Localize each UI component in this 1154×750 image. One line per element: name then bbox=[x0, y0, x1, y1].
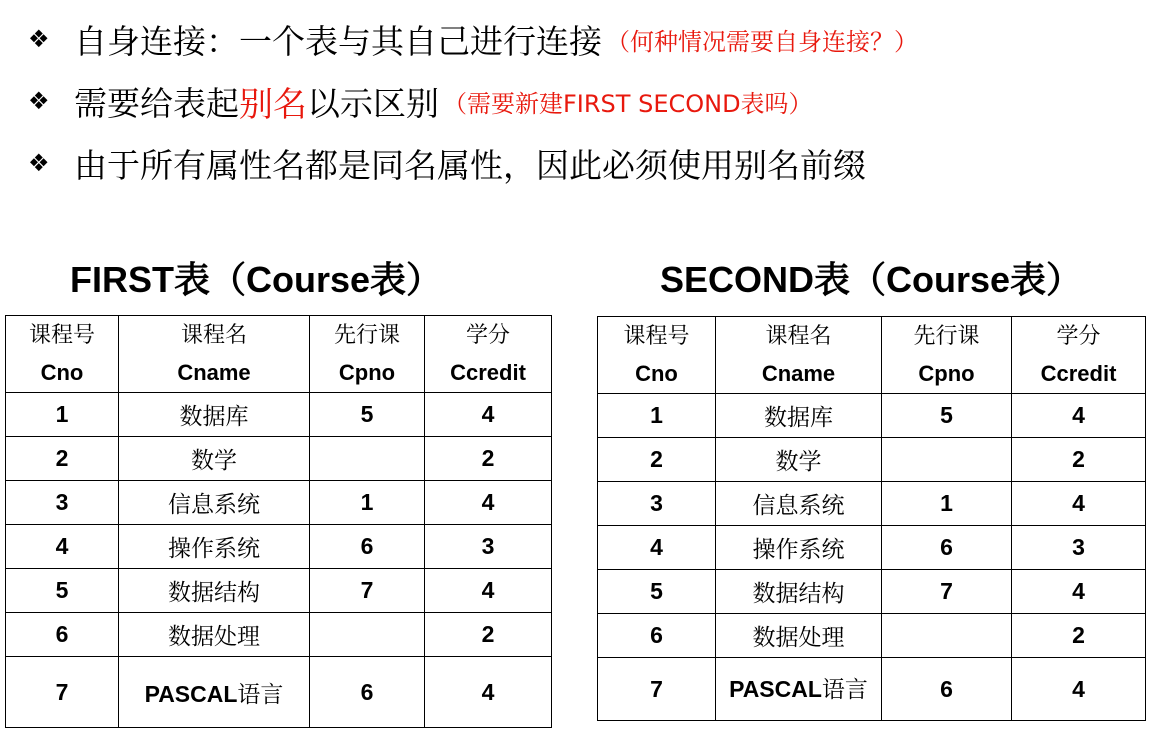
cell-cname bbox=[119, 613, 310, 657]
cell-ccredit: 4 bbox=[425, 481, 552, 525]
cell-cname bbox=[716, 614, 882, 658]
cell-cno: 1 bbox=[598, 394, 716, 438]
first-course-table bbox=[5, 315, 552, 728]
table-row bbox=[6, 525, 552, 569]
bullet-text: 以示区别 bbox=[307, 83, 439, 123]
bullet-item bbox=[28, 8, 1148, 70]
bullet-text: 需要给表起 bbox=[74, 83, 239, 123]
cell-cno: 5 bbox=[6, 569, 119, 613]
table-row bbox=[6, 437, 552, 481]
cell-cname-chinese: 数据处理 bbox=[752, 624, 845, 650]
cell-cpno: 5 bbox=[310, 393, 425, 437]
cell-cno: 1 bbox=[6, 393, 119, 437]
cell-cno: 5 bbox=[598, 570, 716, 614]
cell-cname-chinese: 信息系统 bbox=[752, 492, 845, 518]
cell-ccredit: 2 bbox=[425, 613, 552, 657]
cell-cpno: 5 bbox=[882, 394, 1012, 438]
cell-cno: 7 bbox=[598, 658, 716, 721]
table-header-row bbox=[598, 317, 1146, 394]
cell-cname-chinese: 操作系统 bbox=[752, 536, 845, 562]
cell-cname-chinese: 数据结构 bbox=[752, 580, 845, 606]
cell-cname bbox=[119, 481, 310, 525]
table-row bbox=[6, 481, 552, 525]
cell-cname-chinese: 数学 bbox=[191, 447, 237, 473]
cell-cno: 6 bbox=[598, 614, 716, 658]
cell-ccredit: 4 bbox=[1012, 658, 1146, 721]
cell-cname-chinese: 数据结构 bbox=[168, 579, 260, 605]
cell-cname-chinese: 数据库 bbox=[764, 404, 833, 430]
cell-ccredit: 4 bbox=[425, 569, 552, 613]
cell-cpno bbox=[882, 614, 1012, 658]
bullet-text: 由于所有属性名都是同名属性，因此必须使用别名前缀 bbox=[74, 145, 866, 185]
table-row bbox=[598, 394, 1146, 438]
cell-cno: 7 bbox=[6, 657, 119, 728]
header-cname: 课程名 Cname bbox=[119, 316, 310, 393]
cell-cno: 4 bbox=[6, 525, 119, 569]
cell-cname-chinese: 语言 bbox=[237, 680, 284, 707]
cell-cno: 4 bbox=[598, 526, 716, 570]
diamond-bullet-icon: ❖ bbox=[28, 149, 50, 177]
cell-cname-chinese: 数学 bbox=[775, 448, 822, 474]
diamond-bullet-icon: ❖ bbox=[28, 87, 50, 115]
cell-cname-latin: PASCAL bbox=[729, 676, 822, 702]
cell-cname bbox=[716, 394, 882, 438]
header-cname: 课程名 Cname bbox=[716, 317, 882, 394]
table-row bbox=[6, 393, 552, 437]
cell-cpno bbox=[310, 437, 425, 481]
first-table-title: FIRST表（Course表） bbox=[70, 259, 443, 300]
cell-ccredit: 4 bbox=[1012, 482, 1146, 526]
table-row bbox=[6, 569, 552, 613]
bullet-item bbox=[28, 132, 1148, 194]
cell-cname bbox=[119, 393, 310, 437]
second-course-table bbox=[597, 316, 1146, 721]
cell-cname bbox=[716, 482, 882, 526]
cell-ccredit: 4 bbox=[425, 393, 552, 437]
cell-cpno: 6 bbox=[310, 657, 425, 728]
cell-cno: 3 bbox=[6, 481, 119, 525]
cell-cname-chinese: 语言 bbox=[821, 676, 868, 702]
bullet-note: （何种情况需要自身连接？） bbox=[606, 27, 918, 56]
header-cno: 课程号 Cno bbox=[598, 317, 716, 394]
cell-cpno: 6 bbox=[310, 525, 425, 569]
cell-cname bbox=[716, 526, 882, 570]
table-row bbox=[598, 482, 1146, 526]
cell-ccredit: 3 bbox=[1012, 526, 1146, 570]
cell-cpno: 1 bbox=[310, 481, 425, 525]
cell-ccredit: 2 bbox=[1012, 438, 1146, 482]
cell-cname bbox=[119, 437, 310, 481]
bullet-list bbox=[28, 8, 1148, 194]
cell-cname bbox=[119, 657, 310, 728]
table-row bbox=[598, 614, 1146, 658]
second-table-title: SECOND表（Course表） bbox=[660, 259, 1083, 300]
cell-cno: 2 bbox=[598, 438, 716, 482]
cell-cpno: 7 bbox=[882, 570, 1012, 614]
cell-cno: 3 bbox=[598, 482, 716, 526]
table-row bbox=[598, 570, 1146, 614]
cell-cname-latin: PASCAL bbox=[144, 680, 238, 707]
table-row bbox=[598, 438, 1146, 482]
cell-ccredit: 2 bbox=[1012, 614, 1146, 658]
cell-cpno: 6 bbox=[882, 658, 1012, 721]
cell-cname bbox=[119, 525, 310, 569]
cell-ccredit: 4 bbox=[425, 657, 552, 728]
cell-cname bbox=[716, 438, 882, 482]
header-cpno: 先行课 Cpno bbox=[310, 316, 425, 393]
cell-cno: 6 bbox=[6, 613, 119, 657]
table-row bbox=[6, 657, 552, 728]
cell-ccredit: 4 bbox=[1012, 394, 1146, 438]
header-ccredit: 学分 Ccredit bbox=[1012, 317, 1146, 394]
cell-cpno bbox=[882, 438, 1012, 482]
cell-cname-chinese: 信息系统 bbox=[168, 491, 260, 517]
bullet-text: 自身连接：一个表与其自己进行连接 bbox=[74, 21, 602, 61]
bullet-highlight: 别名 bbox=[239, 84, 307, 125]
table-row bbox=[6, 613, 552, 657]
cell-cname-chinese: 数据库 bbox=[179, 403, 249, 429]
cell-cname bbox=[119, 569, 310, 613]
header-cpno: 先行课 Cpno bbox=[882, 317, 1012, 394]
cell-cname bbox=[716, 570, 882, 614]
table-row bbox=[598, 526, 1146, 570]
bullet-note: （需要新建FIRST SECOND表吗） bbox=[443, 89, 813, 118]
table-header-row bbox=[6, 316, 552, 393]
cell-ccredit: 4 bbox=[1012, 570, 1146, 614]
header-cno: 课程号 Cno bbox=[6, 316, 119, 393]
cell-cname bbox=[716, 658, 882, 721]
header-ccredit: 学分 Ccredit bbox=[425, 316, 552, 393]
diamond-bullet-icon: ❖ bbox=[28, 25, 50, 53]
cell-cpno: 7 bbox=[310, 569, 425, 613]
cell-cpno: 6 bbox=[882, 526, 1012, 570]
cell-cpno bbox=[310, 613, 425, 657]
cell-cname-chinese: 操作系统 bbox=[168, 535, 260, 561]
cell-ccredit: 2 bbox=[425, 437, 552, 481]
cell-cno: 2 bbox=[6, 437, 119, 481]
bullet-item bbox=[28, 70, 1148, 132]
cell-ccredit: 3 bbox=[425, 525, 552, 569]
table-row bbox=[598, 658, 1146, 721]
cell-cname-chinese: 数据处理 bbox=[168, 623, 260, 649]
cell-cpno: 1 bbox=[882, 482, 1012, 526]
